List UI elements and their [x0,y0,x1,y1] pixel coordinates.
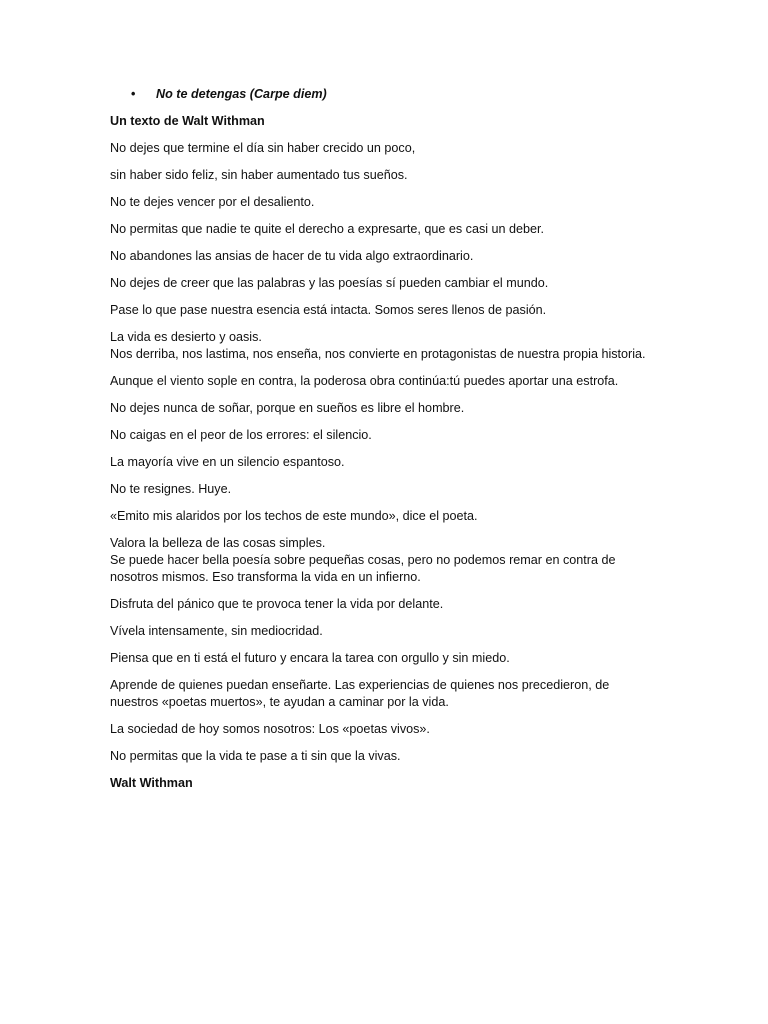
poem-line: No te dejes vencer por el desaliento. [110,195,315,209]
poem-line: La mayoría vive en un silencio espantoso. [110,455,345,469]
poem-line: Valora la belleza de las cosas simples. [110,536,326,550]
poem-paragraph [110,454,650,471]
poem-paragraph [110,248,650,265]
poem-paragraph [110,329,650,363]
poem-paragraph [110,221,650,238]
poem-line: Pase lo que pase nuestra esencia está intacta. Somos seres llenos de pasión. [110,303,547,317]
poem-signature: Walt Withman [110,776,193,790]
poem-paragraph [110,721,650,738]
poem-line: Aunque el viento sople en contra, la poderosa obra continúa:tú puedes aportar una estrofa. [110,374,619,388]
poem-paragraph [110,167,650,184]
poem-paragraph [110,400,650,417]
poem-line: Nos derriba, nos lastima, nos enseña, nos convierte en protagonistas de nuestra propia historia. [110,347,646,361]
poem-line: Aprende de quienes puedan enseñarte. Las experiencias de quienes nos precedieron, de nuestros «poetas muertos», te ayudan a caminar por la vida. [110,678,610,709]
poem-paragraph [110,650,650,667]
poem-line: No permitas que nadie te quite el derecho a expresarte, que es casi un deber. [110,222,545,236]
poem-line: Vívela intensamente, sin mediocridad. [110,624,323,638]
poem-line: La sociedad de hoy somos nosotros: Los «poetas vivos». [110,722,430,736]
poem-line: No dejes que termine el día sin haber crecido un poco, [110,141,416,155]
poem-paragraph [110,140,650,157]
document-content [110,86,650,792]
poem-line: La vida es desierto y oasis. [110,330,262,344]
poem-body [110,140,650,765]
poem-paragraph [110,596,650,613]
poem-paragraph [110,275,650,292]
poem-subtitle: Un texto de Walt Withman [110,114,265,128]
poem-line: No caigas en el peor de los errores: el silencio. [110,428,372,442]
poem-title: No te detengas (Carpe diem) [156,87,327,101]
poem-line: No permitas que la vida te pase a ti sin que la vivas. [110,749,401,763]
bullet-list-item [110,86,650,103]
poem-paragraph [110,194,650,211]
poem-paragraph [110,373,650,390]
poem-line: «Emito mis alaridos por los techos de este mundo», dice el poeta. [110,509,478,523]
poem-line: No dejes nunca de soñar, porque en sueños es libre el hombre. [110,401,465,415]
poem-line: No te resignes. Huye. [110,482,232,496]
poem-paragraph [110,677,650,711]
poem-paragraph [110,481,650,498]
poem-paragraph [110,748,650,765]
poem-paragraph [110,427,650,444]
poem-line: Se puede hacer bella poesía sobre pequeñas cosas, pero no podemos remar en contra de nosotros mismos. Eso transforma la vida en un infierno. [110,553,616,584]
poem-line: Piensa que en ti está el futuro y encara la tarea con orgullo y sin miedo. [110,651,510,665]
poem-paragraph [110,623,650,640]
poem-paragraph [110,535,650,586]
poem-paragraph [110,508,650,525]
poem-line: No abandones las ansias de hacer de tu vida algo extraordinario. [110,249,474,263]
bullet-icon: • [131,87,136,101]
poem-line: sin haber sido feliz, sin haber aumentado tus sueños. [110,168,408,182]
poem-line: Disfruta del pánico que te provoca tener la vida por delante. [110,597,444,611]
poem-paragraph [110,302,650,319]
poem-line: No dejes de creer que las palabras y las poesías sí pueden cambiar el mundo. [110,276,549,290]
